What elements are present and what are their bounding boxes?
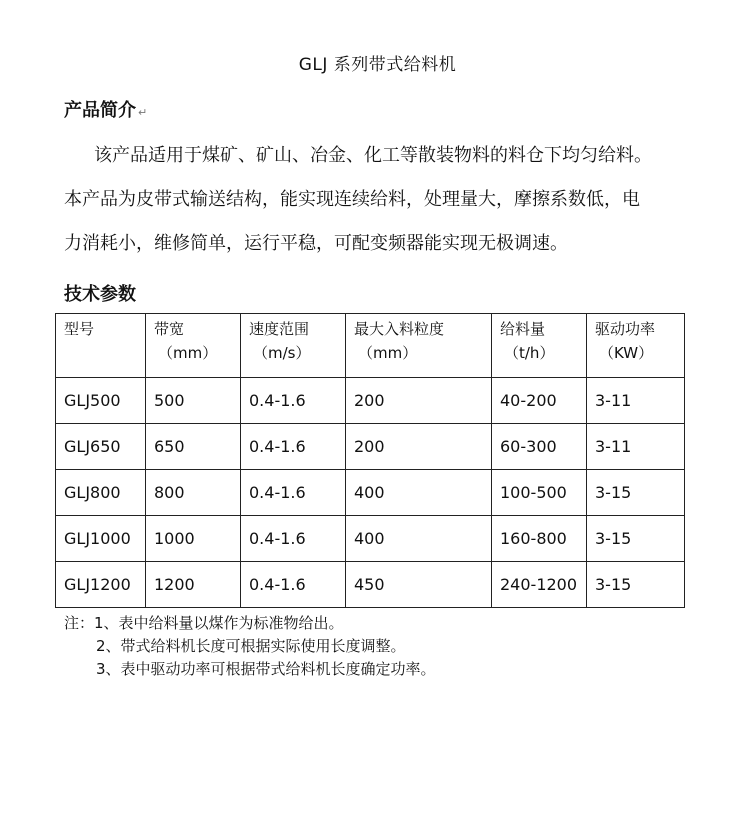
header-cell-model <box>56 314 146 378</box>
cell-drive-power: 3-15 <box>587 470 685 516</box>
table-row <box>56 562 685 608</box>
header-label: 驱动功率 <box>595 320 656 338</box>
cell-drive-power: 3-15 <box>587 562 685 608</box>
document-title: GLJ 系列带式给料机 <box>298 55 457 75</box>
header-label: 型号 <box>64 320 95 338</box>
header-label: 给料量 <box>500 320 546 338</box>
cell-drive-power: 3-11 <box>587 378 685 424</box>
cell-feed-rate: 60-300 <box>492 424 587 470</box>
header-unit: （mm） <box>358 344 418 362</box>
cell-drive-power: 3-15 <box>587 516 685 562</box>
header-label: 速度范围 <box>249 320 310 338</box>
intro-heading <box>64 96 147 122</box>
note-item: 注：1、表中给料量以煤作为标准物给出。 <box>64 614 344 632</box>
cell-particle-size: 400 <box>346 470 492 516</box>
cell-speed: 0.4-1.6 <box>241 516 346 562</box>
cell-feed-rate: 40-200 <box>492 378 587 424</box>
cell-particle-size: 450 <box>346 562 492 608</box>
table-header-row <box>56 314 685 378</box>
cell-speed: 0.4-1.6 <box>241 378 346 424</box>
cell-drive-power: 3-11 <box>587 424 685 470</box>
header-label: 带宽 <box>154 320 185 338</box>
table-row <box>56 516 685 562</box>
paragraph-mark: ↵ <box>138 106 148 119</box>
cell-feed-rate: 160-800 <box>492 516 587 562</box>
header-cell-belt-width <box>146 314 241 378</box>
cell-particle-size: 200 <box>346 378 492 424</box>
cell-model: GLJ650 <box>56 424 146 470</box>
cell-model: GLJ800 <box>56 470 146 516</box>
note-item: 3、表中驱动功率可根据带式给料机长度确定功率。 <box>96 660 436 678</box>
header-label: 最大入料粒度 <box>354 320 445 338</box>
header-unit: （t/h） <box>504 344 555 362</box>
cell-belt-width: 1000 <box>146 516 241 562</box>
cell-particle-size: 200 <box>346 424 492 470</box>
cell-speed: 0.4-1.6 <box>241 562 346 608</box>
cell-particle-size: 400 <box>346 516 492 562</box>
intro-heading-text: 产品简介 <box>64 100 136 121</box>
cell-feed-rate: 100-500 <box>492 470 587 516</box>
table-row <box>56 424 685 470</box>
note-item: 2、带式给料机长度可根据实际使用长度调整。 <box>96 637 406 655</box>
cell-model: GLJ500 <box>56 378 146 424</box>
intro-line: 力消耗小，维修简单，运行平稳，可配变频器能实现无极调速。 <box>64 233 568 254</box>
cell-belt-width: 1200 <box>146 562 241 608</box>
table-row <box>56 378 685 424</box>
cell-model: GLJ1200 <box>56 562 146 608</box>
header-cell-speed <box>241 314 346 378</box>
header-unit: （KW） <box>599 344 654 362</box>
intro-line: 本产品为皮带式输送结构，能实现连续给料，处理量大，摩擦系数低，电 <box>64 189 640 210</box>
intro-paragraph <box>64 134 724 266</box>
header-unit: （mm） <box>158 344 218 362</box>
header-cell-particle-size <box>346 314 492 378</box>
cell-belt-width: 800 <box>146 470 241 516</box>
cell-model: GLJ1000 <box>56 516 146 562</box>
cell-belt-width: 650 <box>146 424 241 470</box>
header-unit: （m/s） <box>253 344 311 362</box>
spec-table <box>55 313 685 608</box>
header-cell-drive-power <box>587 314 685 378</box>
cell-speed: 0.4-1.6 <box>241 470 346 516</box>
spec-heading: 技术参数 <box>64 284 136 305</box>
table-row <box>56 470 685 516</box>
header-cell-feed-rate <box>492 314 587 378</box>
cell-belt-width: 500 <box>146 378 241 424</box>
cell-feed-rate: 240-1200 <box>492 562 587 608</box>
table-notes <box>64 612 436 681</box>
intro-line: 该产品适用于煤矿、矿山、冶金、化工等散装物料的料仓下均匀给料。 <box>94 145 652 166</box>
cell-speed: 0.4-1.6 <box>241 424 346 470</box>
